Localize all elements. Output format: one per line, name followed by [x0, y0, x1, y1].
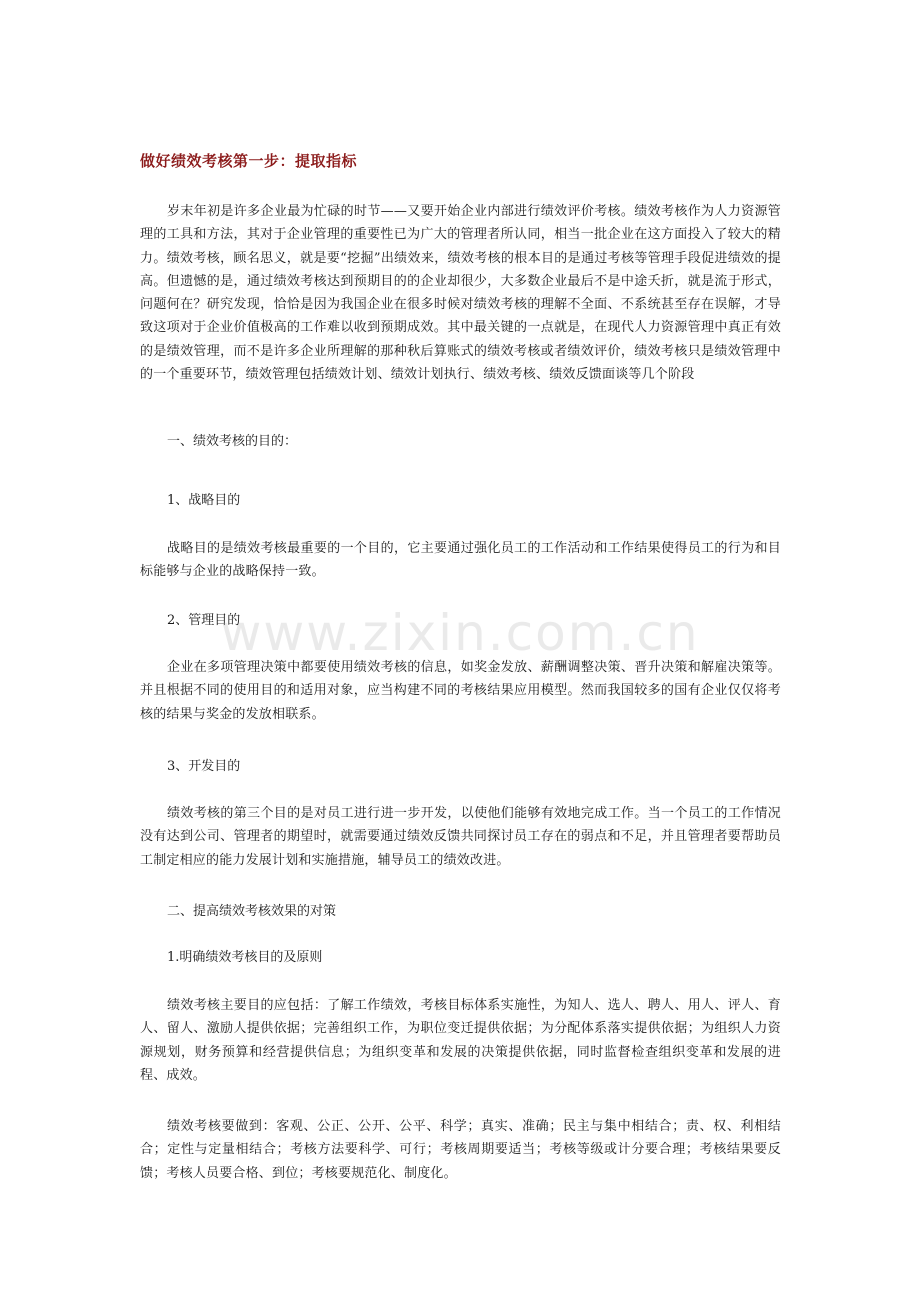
subsection-principles-text: 绩效考核主要目的应包括：了解工作绩效，考核目标体系实施性，为知人、选人、聘人、用人、评人、育人、留人、激励人提供依据；完善组织工作，为职位变迁提供依据；为分配体系落实提供依据；为组织人力资源规划，财务预算和经营提供信息；为组织变革和发展的决策提供依据，同时监督检查组织变革和发展的进程、成效。	[140, 998, 781, 1083]
section-1-heading: 一、绩效考核的目的：	[167, 434, 298, 449]
subsection-management-heading: 2、管理目的	[167, 613, 241, 628]
subsection-development-heading: 3、开发目的	[167, 759, 241, 774]
watermark: www.zixin.com.cn	[220, 604, 700, 662]
intro-paragraph: 岁末年初是许多企业最为忙碌的时节——又要开始企业内部进行绩效评价考核。绩效考核作为人力资源管理的工具和方法，其对于企业管理的重要性已为广大的管理者所认同，相当一批企业在这方面投入了较大的精力。绩效考核，顾名思义，就是要“挖掘”出绩效来，绩效考核的根本目的是通过考核等管理手段促进绩效的提高。但遗憾的是，通过绩效考核达到预期目的的企业却很少，大多数企业最后不是中途夭折，就是流于形式，问题何在？研究发现，恰恰是因为我国企业在很多时候对绩效考核的理解不全面、不系统甚至存在误解，才导致这项对于企业价值极高的工作难以收到预期成效。其中最关键的一点就是，在现代人力资源管理中真正有效的是绩效管理，而不是许多企业所理解的那种秋后算账式的绩效考核或者绩效评价，绩效考核只是绩效管理中的一个重要环节，绩效管理包括绩效计划、绩效计划执行、绩效考核、绩效反馈面谈等几个阶段	[140, 204, 781, 383]
section-2-heading: 二、提高绩效考核效果的对策	[167, 904, 337, 919]
subsection-management-text: 企业在多项管理决策中都要使用绩效考核的信息，如奖金发放、薪酬调整决策、晋升决策和解雇决策等。并且根据不同的使用目的和适用对象，应当构建不同的考核结果应用模型。然而我国较多的国有企业仅仅将考核的结果与奖金的发放相联系。	[140, 660, 781, 722]
document-title: 做好绩效考核第一步：提取指标	[140, 152, 358, 170]
subsection-strategic-heading: 1、战略目的	[167, 493, 241, 508]
subsection-principles-heading: 1.明确绩效考核目的及原则	[167, 950, 323, 965]
subsection-strategic-text: 战略目的是绩效考核最重要的一个目的，它主要通过强化员工的工作活动和工作结果使得员工的行为和目标能够与企业的战略保持一致。	[140, 541, 781, 580]
subsection-development-text: 绩效考核的第三个目的是对员工进行进一步开发，以使他们能够有效地完成工作。当一个员工的工作情况没有达到公司、管理者的期望时，就需要通过绩效反馈共同探讨员工存在的弱点和不足，并且管理者要帮助员工制定相应的能力发展计划和实施措施，辅导员工的绩效改进。	[140, 806, 781, 868]
subsection-requirements-text: 绩效考核要做到：客观、公正、公开、公平、科学；真实、准确；民主与集中相结合；责、权、利相结合；定性与定量相结合；考核方法要科学、可行；考核周期要适当；考核等级或计分要合理；考核结果要反馈；考核人员要合格、到位；考核要规范化、制度化。	[140, 1119, 781, 1181]
